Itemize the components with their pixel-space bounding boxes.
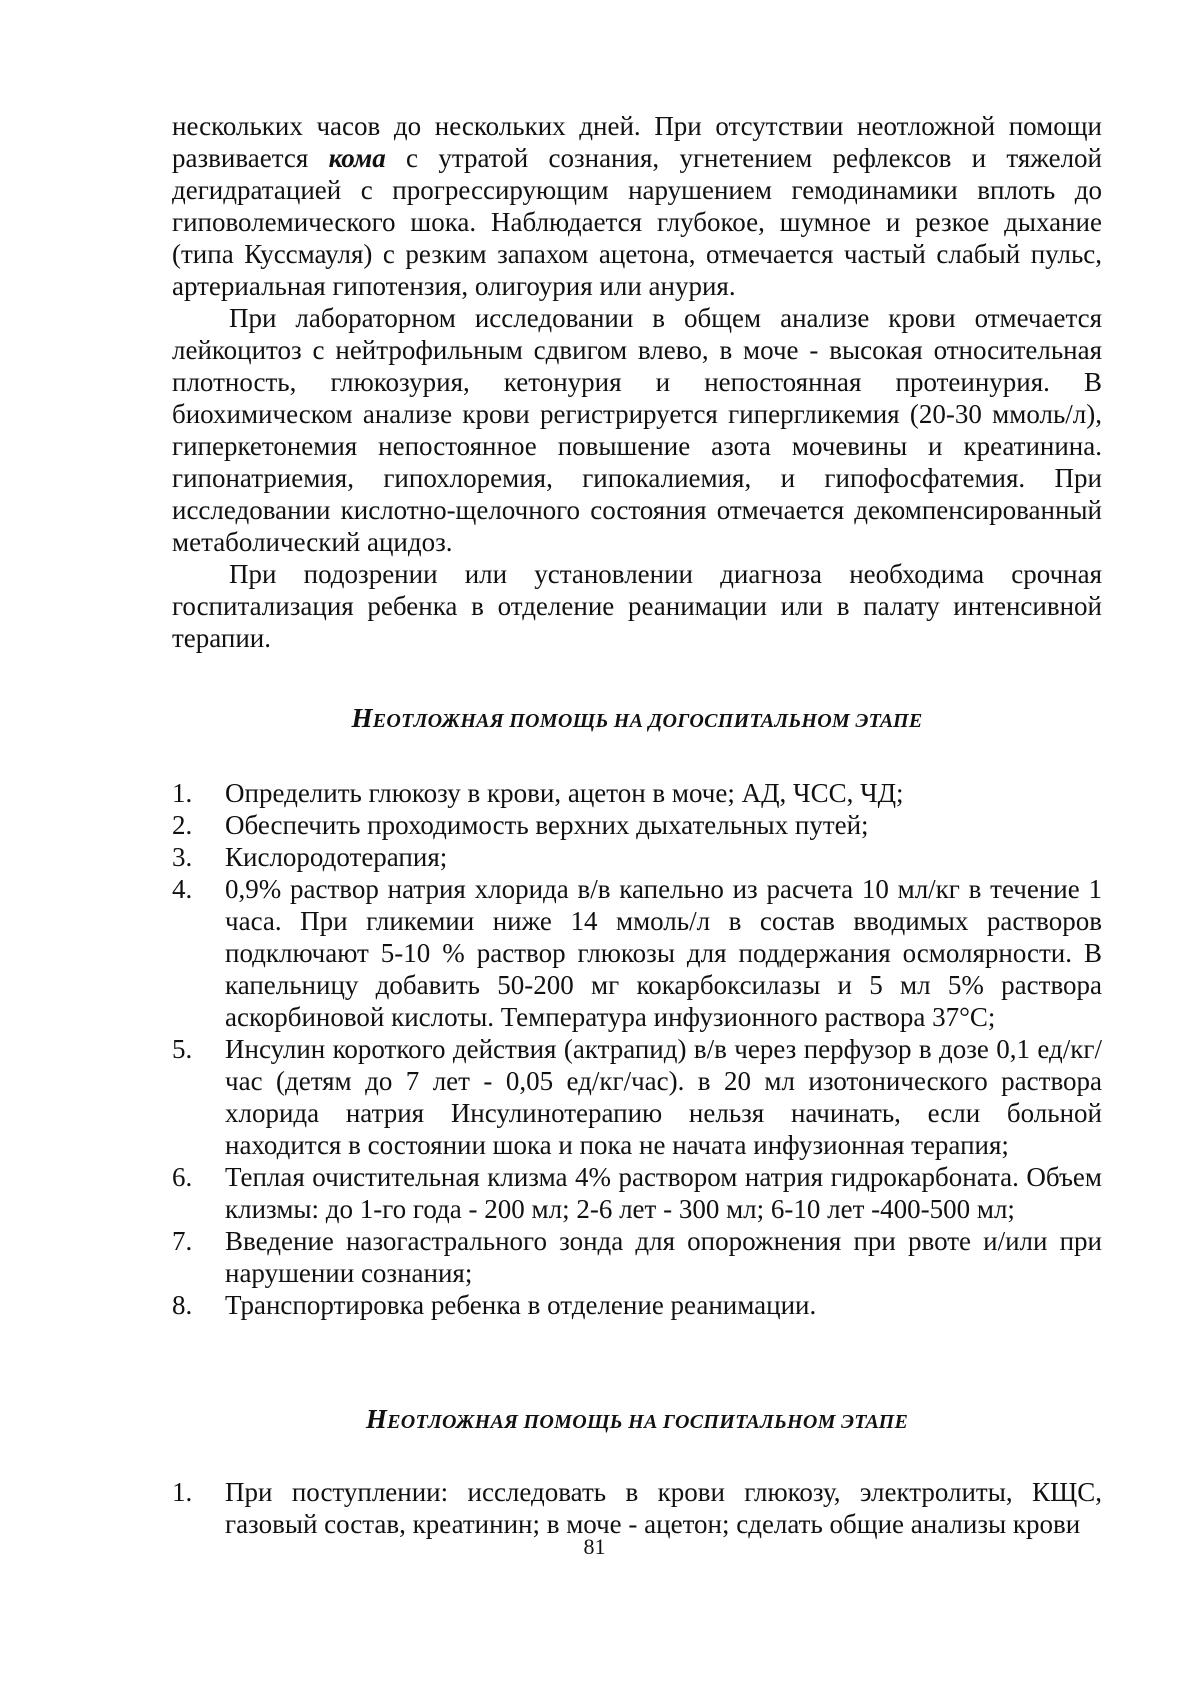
section-heading-prehospital (172, 702, 1102, 737)
list-item (172, 1033, 1102, 1161)
list-item (172, 841, 1102, 873)
list-item-text: Обеспечить проходимость верхних дыхательных путей; (225, 810, 869, 840)
list-item-text: Введение назогастрального зонда для опорожнения при рвоте и/или при нарушении сознания; (225, 1226, 1102, 1288)
document-page (172, 110, 1102, 1540)
prehospital-steps-list (172, 777, 1102, 1321)
heading-rest: ЕОТЛОЖНАЯ ПОМОЩЬ НА ГОСПИТАЛЬНОМ ЭТАПЕ (387, 1411, 909, 1433)
list-item (172, 873, 1102, 1033)
section-heading-hospital (172, 1403, 1102, 1438)
list-item (172, 1476, 1102, 1540)
list-item-text: 0,9% раствор натрия хлорида в/в капельно из расчета 10 мл/кг в течение 1 часа. При гликемии ниже 14 ммоль/л в состав вводимых растворов подключают 5-10 % раствор глюкозы для поддержания осмолярности. В капельницу добавить 50-200 мг кокарбоксилазы и 5 мл 5% раствора аскорбиновой кислоты. Температура инфузионного раствора 37°С; (225, 874, 1102, 1032)
list-item (172, 1161, 1102, 1225)
list-item-number: 8. (172, 1290, 193, 1320)
paragraph-1 (172, 110, 1102, 302)
list-item-text: Инсулин короткого действия (актрапид) в/в через перфузор в дозе 0,1 ед/кг/час (детям до 7 лет - 0,05 ед/кг/час). в 20 мл изотонического раствора хлорида натрия Инсулинотерапию нельзя начинать, если больной находится в состоянии шока и пока не начата инфузионная терапия; (225, 1034, 1102, 1160)
paragraph-1-end: с утратой сознания, угнетением рефлексов и тяжелой дегидратацией с прогрессирующим нарушением гемодинамики вплоть до гиповолемического шока. Наблюдается глубокое, шумное и резкое дыхание (типа Куссмауля) с резким запахом ацетона, отмечается частый слабый пульс, артериальная гипотензия, олигоурия или анурия. (172, 143, 1102, 301)
list-item-number: 3. (172, 842, 193, 872)
heading-rest: ЕОТЛОЖНАЯ ПОМОЩЬ НА ДОГОСПИТАЛЬНОМ ЭТАПЕ (372, 710, 923, 732)
heading-capital: Н (365, 1404, 388, 1434)
paragraph-2: При лабораторном исследовании в общем анализе крови отмечается лейкоцитоз с нейтрофильным сдвигом влево, в моче - высокая относительная плотность, глюкозурия, кетонурия и непостоянная протеинурия. В биохимическом анализе крови регистрируется гипергликемия (20-30 ммоль/л), гиперкетонемия непостоянное повышение азота мочевины и креатинина. гипонатриемия, гипохлоремия, гипокалиемия, и гипофосфатемия. При исследовании кислотно-щелочного состояния отмечается декомпенсированный метаболический ацидоз. (172, 303, 1102, 557)
list-item-number: 1. (172, 1477, 193, 1507)
paragraph-1-start: нескольких часов до нескольких дней. При отсутствии неотложной помощи развивается (172, 111, 1102, 173)
list-item-number: 4. (172, 874, 193, 904)
list-item-text: Транспортировка ребенка в отделение реанимации. (225, 1290, 817, 1320)
heading-capital: Н (351, 703, 373, 733)
list-item-number: 2. (172, 810, 193, 840)
list-item (172, 809, 1102, 841)
emphasis-term: кома (328, 143, 386, 173)
list-item-text: Теплая очистительная клизма 4% раствором натрия гидрокарбоната. Объем клизмы: до 1-го года - 200 мл; 2-6 лет - 300 мл; 6-10 лет -400-500 мл; (225, 1162, 1102, 1224)
page-number: 81 (583, 1534, 606, 1559)
list-item-number: 6. (172, 1162, 193, 1192)
list-item (172, 1289, 1102, 1321)
list-item-text: Определить глюкозу в крови, ацетон в моче; АД, ЧСС, ЧД; (225, 778, 904, 808)
list-item-number: 1. (172, 778, 193, 808)
paragraph-3: При подозрении или установлении диагноза необходима срочная госпитализация ребенка в отделение реанимации или в палату интенсивной терапии. (172, 559, 1102, 653)
hospital-steps-list (172, 1476, 1102, 1540)
list-item-text: Кислородотерапия; (225, 842, 448, 872)
list-item (172, 1225, 1102, 1289)
list-item-number: 7. (172, 1226, 193, 1256)
list-item-number: 5. (172, 1034, 193, 1064)
list-item (172, 777, 1102, 809)
list-item-text: При поступлении: исследовать в крови глюкозу, электролиты, КЩС, газовый состав, креатинин; в моче - ацетон; сделать общие анализы крови (225, 1477, 1102, 1539)
